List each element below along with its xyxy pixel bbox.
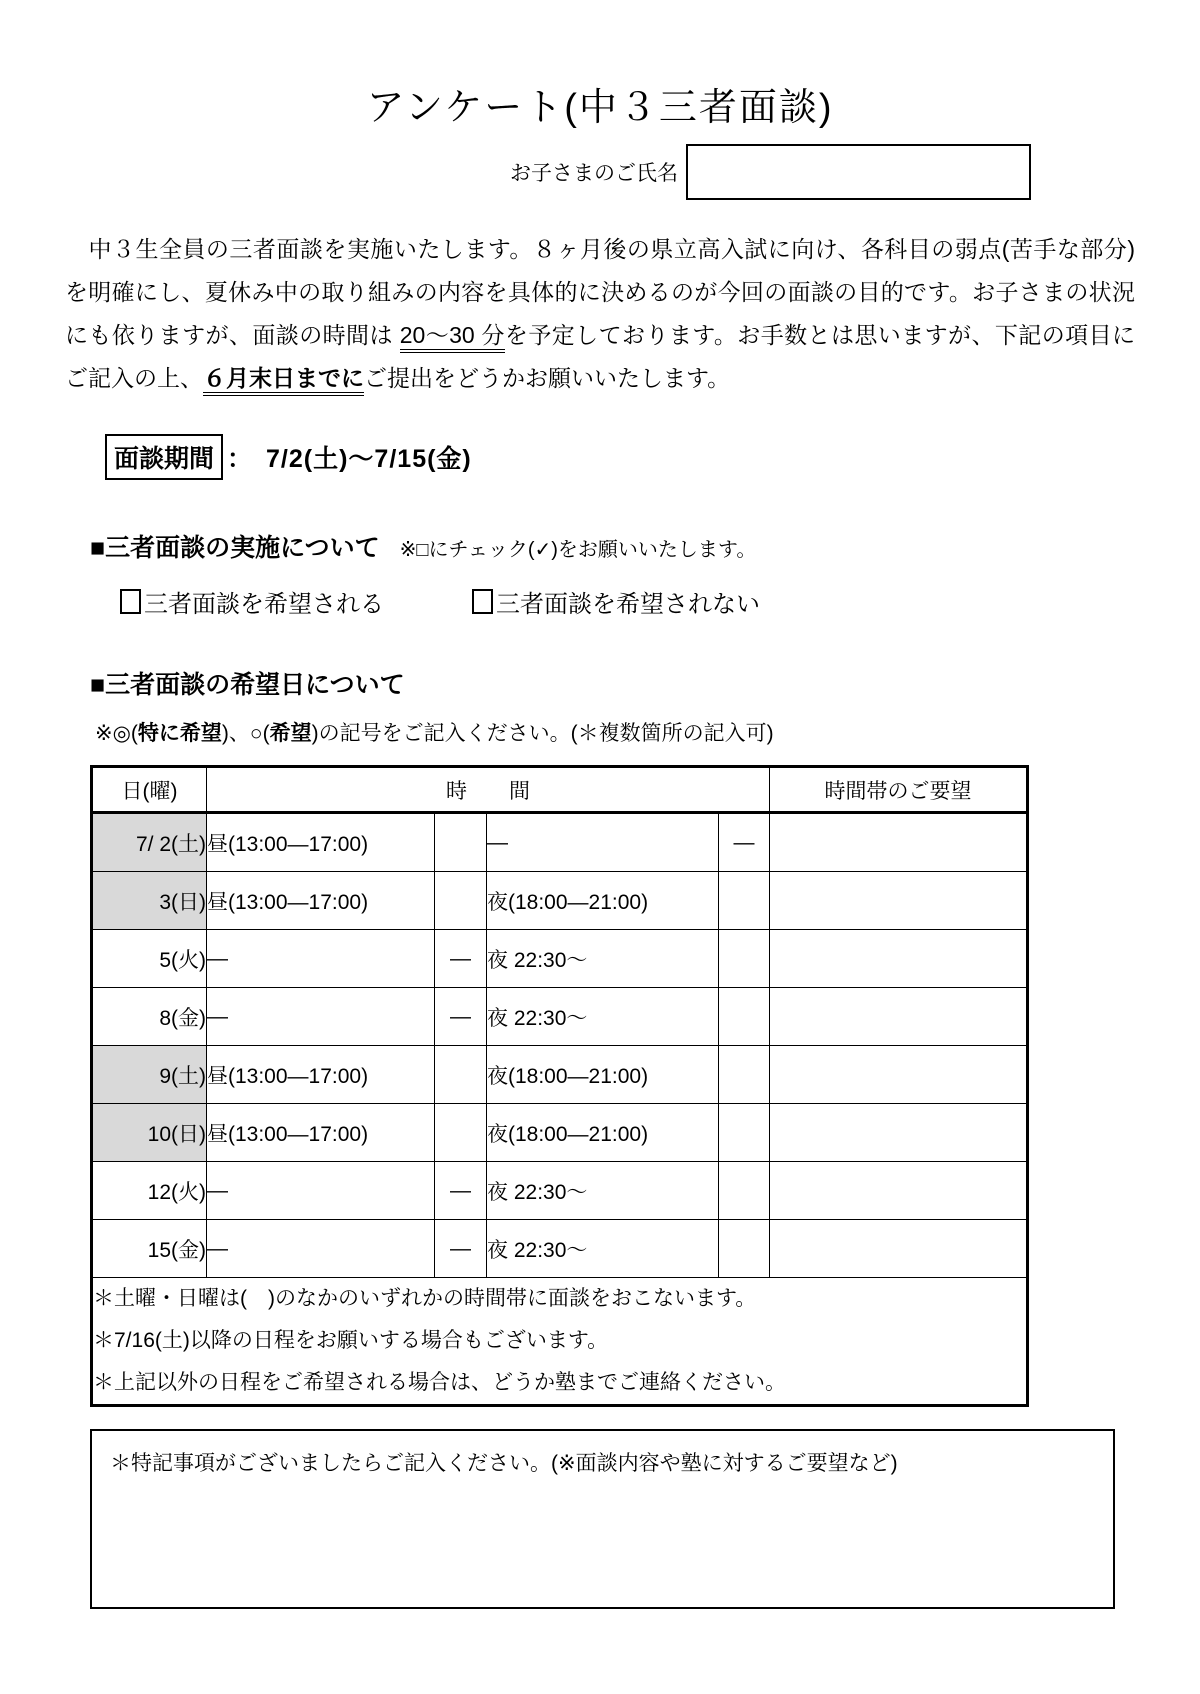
schedule-header-row: [92, 767, 1028, 813]
header-day: 日(曜): [92, 767, 207, 813]
header-time-request: 時間帯のご要望: [770, 767, 1028, 813]
interview-period-value: 7/2(土)～7/15(金): [266, 445, 472, 473]
daytime-slot-cell: —: [207, 930, 435, 988]
time-request-cell[interactable]: [770, 930, 1028, 988]
evening-mark-cell[interactable]: [719, 1104, 770, 1162]
special-remarks-input-box[interactable]: [90, 1429, 1115, 1609]
schedule-note-line: ＊土曜・日曜は( )のなかのいずれかの時間帯に面談をおこないます。: [93, 1287, 757, 1310]
schedule-row: [92, 813, 1028, 872]
time-request-cell[interactable]: [770, 1220, 1028, 1278]
schedule-note-line: ＊上記以外の日程をご希望される場合は、どうか塾までご連絡ください。: [93, 1371, 786, 1394]
daytime-mark-cell[interactable]: —: [435, 1220, 487, 1278]
child-name-row: [65, 144, 1031, 200]
daytime-mark-cell[interactable]: [435, 813, 487, 872]
interview-period-separator: ：: [227, 445, 253, 473]
symbol-note-text-1: ※◎(: [95, 722, 138, 745]
day-cell: 10(日): [92, 1104, 207, 1162]
schedule-row: [92, 1220, 1028, 1278]
daytime-mark-cell[interactable]: [435, 872, 487, 930]
evening-mark-cell[interactable]: [719, 930, 770, 988]
time-request-cell[interactable]: [770, 813, 1028, 872]
attendance-check-instruction: ※□にチェック(✓)をお願いいたします。: [399, 539, 757, 561]
symbol-note-text-3: )の記号をご記入ください。(＊複数箇所の記入可): [311, 722, 774, 745]
evening-slot-cell: 夜(18:00—21:00): [487, 1046, 719, 1104]
evening-mark-cell[interactable]: [719, 1220, 770, 1278]
intro-text-2: を予定しております。お手数とは思いますが、下記の項目にご記入の上、: [65, 322, 1135, 391]
day-cell: 3(日): [92, 872, 207, 930]
evening-slot-cell: 夜 22:30～: [487, 988, 719, 1046]
time-request-cell[interactable]: [770, 1162, 1028, 1220]
intro-duration-underlined: 20～30 分: [400, 322, 505, 353]
evening-mark-cell[interactable]: [719, 988, 770, 1046]
page-title: アンケート(中３三者面談): [366, 87, 834, 129]
interview-period-row: [105, 434, 1135, 480]
schedule-row: [92, 988, 1028, 1046]
child-name-input-box[interactable]: [686, 144, 1031, 200]
checkbox-no-icon[interactable]: [472, 589, 493, 614]
daytime-mark-cell[interactable]: [435, 1104, 487, 1162]
intro-deadline-emphasized: ６月末日までに: [203, 365, 364, 396]
day-cell: 8(金): [92, 988, 207, 1046]
schedule-notes-row: [92, 1278, 1028, 1406]
evening-slot-cell: 夜 22:30～: [487, 1220, 719, 1278]
evening-slot-cell: 夜(18:00—21:00): [487, 1104, 719, 1162]
schedule-notes-cell: [92, 1278, 1028, 1406]
daytime-slot-cell: —: [207, 988, 435, 1046]
attendance-option-yes-label: 三者面談を希望される: [144, 591, 384, 618]
schedule-table: [90, 765, 1029, 1407]
symbol-note-text-2: )、○(: [221, 722, 270, 745]
schedule-row: [92, 930, 1028, 988]
evening-slot-cell: 夜 22:30～: [487, 1162, 719, 1220]
attendance-option-no[interactable]: [472, 584, 760, 619]
schedule-row: [92, 1162, 1028, 1220]
day-cell: 15(金): [92, 1220, 207, 1278]
daytime-mark-cell[interactable]: —: [435, 988, 487, 1046]
evening-slot-cell: 夜(18:00—21:00): [487, 872, 719, 930]
daytime-mark-cell[interactable]: —: [435, 1162, 487, 1220]
symbol-note-strong-preference: 特に希望: [137, 722, 222, 745]
day-cell: 7/ 2(土): [92, 813, 207, 872]
schedule-row: [92, 1046, 1028, 1104]
special-remarks-label: ＊特記事項がございましたらご記入ください。(※面談内容や塾に対するご要望など): [110, 1452, 898, 1475]
attendance-option-no-label: 三者面談を希望されない: [496, 591, 760, 618]
checkbox-yes-icon[interactable]: [120, 589, 141, 614]
schedule-note-line: ＊7/16(土)以降の日程をお願いする場合もございます。: [93, 1329, 609, 1352]
daytime-slot-cell: 昼(13:00—17:00): [207, 1104, 435, 1162]
evening-mark-cell[interactable]: [719, 872, 770, 930]
intro-text-3: ご提出をどうかお願いいたします。: [364, 365, 731, 391]
attendance-options-row: [120, 584, 1135, 619]
daytime-slot-cell: 昼(13:00—17:00): [207, 1046, 435, 1104]
time-request-cell[interactable]: [770, 988, 1028, 1046]
header-time: 時 間: [207, 767, 770, 813]
evening-mark-cell[interactable]: [719, 1162, 770, 1220]
schedule-row: [92, 1104, 1028, 1162]
day-cell: 12(火): [92, 1162, 207, 1220]
daytime-mark-cell[interactable]: —: [435, 930, 487, 988]
attendance-section-heading-row: [90, 528, 1135, 564]
interview-period-label: 面談期間: [105, 434, 223, 480]
symbol-note-preference: 希望: [269, 722, 312, 745]
evening-mark-cell[interactable]: —: [719, 813, 770, 872]
evening-slot-cell: 夜 22:30～: [487, 930, 719, 988]
day-cell: 5(火): [92, 930, 207, 988]
intro-text-1: 中３生全員の三者面談を実施いたします。８ヶ月後の県立高入試に向け、各科目の弱点(苦手な部分)を明確にし、夏休み中の取り組みの内容を具体的に決めるのが今回の面談の目的です。お子さまの状況にも依りますが、面談の時間は: [65, 236, 1135, 348]
schedule-row: [92, 872, 1028, 930]
time-request-cell[interactable]: [770, 872, 1028, 930]
child-name-label: お子さまのご氏名: [510, 162, 678, 185]
daytime-slot-cell: 昼(13:00—17:00): [207, 813, 435, 872]
time-request-cell[interactable]: [770, 1046, 1028, 1104]
attendance-section-heading: ■三者面談の実施について: [90, 534, 380, 562]
intro-paragraph: [65, 228, 1135, 400]
daytime-slot-cell: —: [207, 1220, 435, 1278]
attendance-option-yes[interactable]: [120, 584, 384, 619]
daytime-slot-cell: —: [207, 1162, 435, 1220]
time-request-cell[interactable]: [770, 1104, 1028, 1162]
preference-section-heading-row: [90, 665, 1135, 701]
evening-slot-cell: —: [487, 813, 719, 872]
day-cell: 9(土): [92, 1046, 207, 1104]
preference-section-heading: ■三者面談の希望日について: [90, 671, 405, 699]
daytime-slot-cell: 昼(13:00—17:00): [207, 872, 435, 930]
preference-symbol-instruction: [95, 717, 1135, 747]
evening-mark-cell[interactable]: [719, 1046, 770, 1104]
daytime-mark-cell[interactable]: [435, 1046, 487, 1104]
